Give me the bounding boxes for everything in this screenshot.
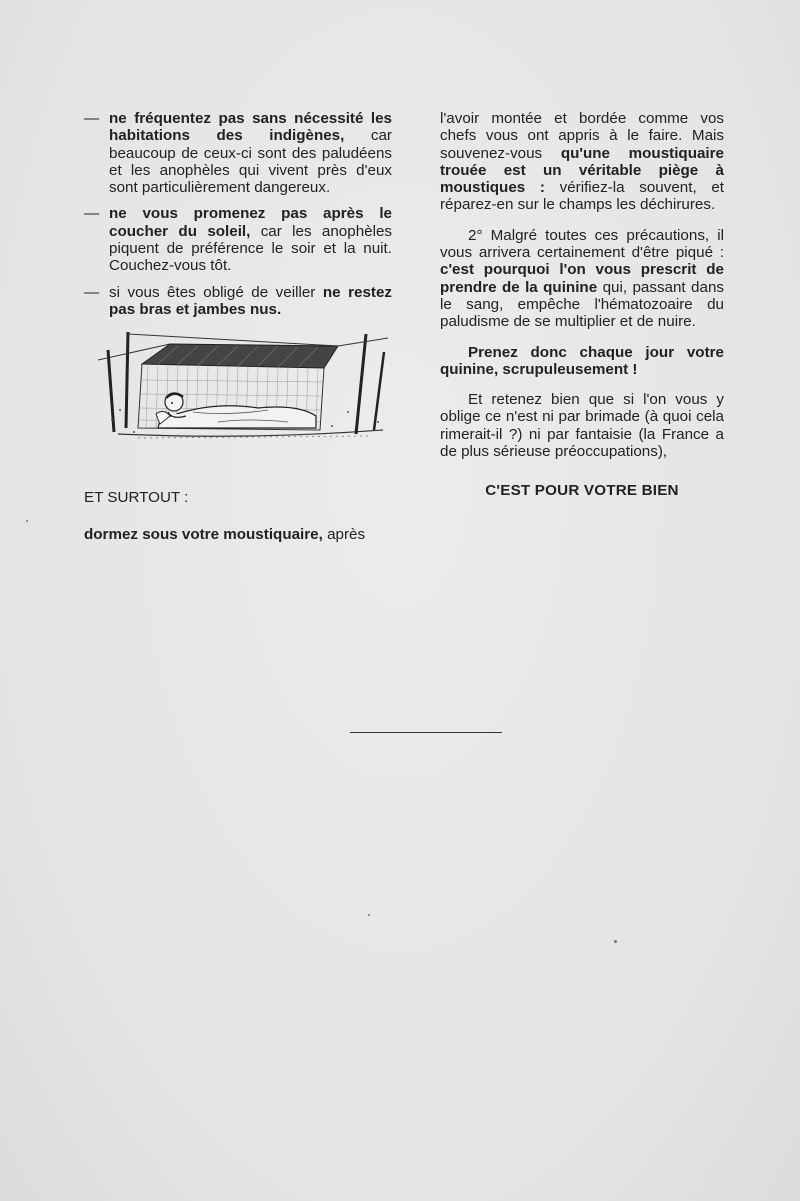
paragraph-quinine — [440, 227, 724, 331]
paragraph-text: 2° Malgré toutes ces précautions, il vous arrivera certainement d'être piqué : — [440, 226, 724, 262]
closing-slogan: C'EST POUR VOTRE BIEN — [485, 482, 679, 500]
paragraph-obligation: Et retenez bien que si l'on vous y oblige ce n'est ni par brimade (à quoi cela rimerait-il ?) ni par fantaisie (la France a de plus sérieuse préoccupations), — [440, 391, 724, 461]
moustiquaire-bold: dormez sous votre moustiquaire, — [84, 525, 323, 543]
advice-bold: ne fréquentez pas sans nécessité les habitations des indigènes, — [109, 110, 392, 145]
paragraph-text: vérifiez-la souvent, et réparez-en sur le champs les déchirures. — [440, 179, 724, 214]
left-column — [84, 110, 392, 543]
paragraph-daily-quinine — [440, 344, 724, 379]
advice-item-3 — [84, 284, 392, 319]
paper-speck — [26, 520, 28, 522]
advice-text: car beaucoup de ceux-ci sont des paludéens et les anophèles qui vivent près d'eux sont particulièrement dangereux. — [109, 127, 392, 197]
moustiquaire-text: après — [322, 525, 366, 543]
paragraph-net-check — [440, 110, 724, 214]
paragraph-bold: Prenez donc chaque jour votre quinine, scrupuleusement ! — [440, 343, 724, 378]
paragraph-text: qui, passant dans le sang, empêche l'hématozoaire du paludisme de se multiplier et de nuire. — [440, 278, 724, 331]
right-column — [440, 110, 724, 500]
paper-speck — [368, 914, 370, 916]
advice-text: si vous êtes obligé de veiller — [109, 283, 323, 301]
dash: — — [84, 205, 100, 223]
moustiquaire-sentence — [84, 526, 392, 543]
advice-bold: ne vous promenez pas après le coucher du soleil, — [109, 205, 392, 240]
advice-item-2 — [84, 205, 392, 274]
dash: — — [84, 283, 100, 301]
surtout-heading: ET SURTOUT : — [84, 488, 189, 506]
horizontal-rule — [350, 732, 502, 733]
mosquito-net-illustration — [98, 330, 388, 448]
advice-text: car les anophèles piquent de préférence le soir et la nuit. Couchez-vous tôt. — [109, 222, 393, 275]
advice-item-1 — [84, 110, 392, 196]
advice-bold: ne restez pas bras et jambes nus. — [109, 283, 392, 318]
paragraph-bold: qu'une moustiquaire trouée est un véritable piège à moustiques : — [440, 144, 724, 197]
dash: — — [84, 110, 100, 127]
paragraph-text: l'avoir montée et bordée comme vos chefs vous ont appris à le faire. Mais souvenez-vous — [440, 110, 724, 162]
paper-speck — [614, 940, 617, 943]
paragraph-bold: c'est pourquoi l'on vous prescrit de prendre de la quinine — [440, 261, 724, 296]
